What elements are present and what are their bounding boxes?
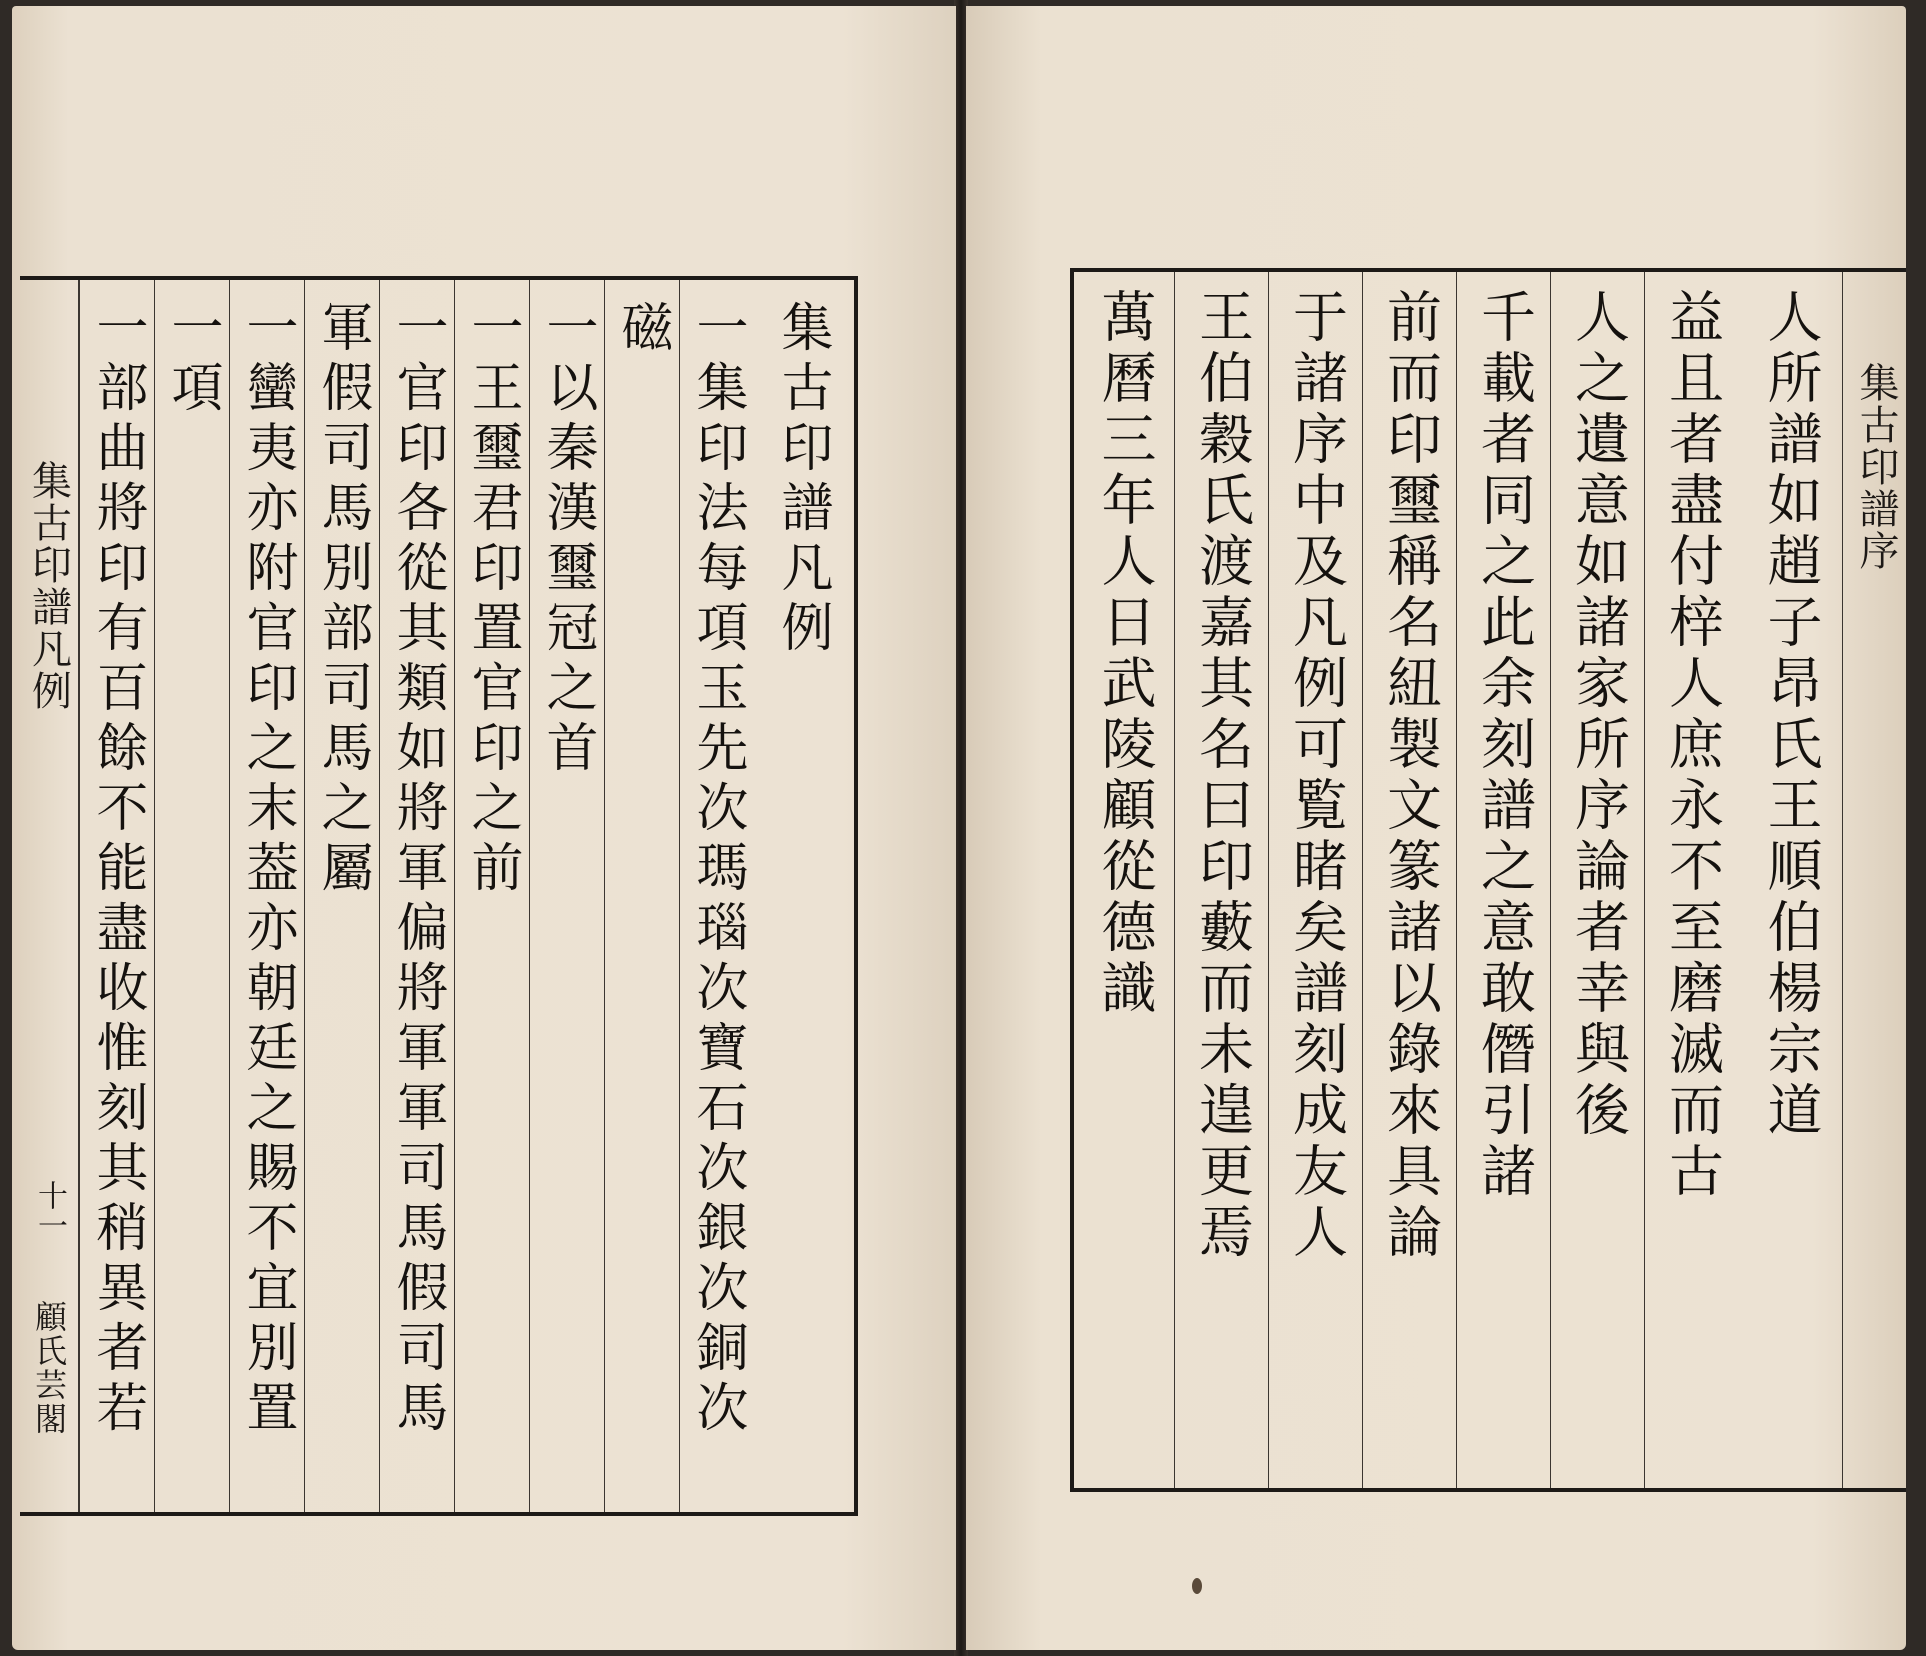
text-column — [1738, 272, 1842, 1488]
right-banxin — [1842, 272, 1910, 1488]
text-column — [79, 280, 154, 1512]
column-text: 一官印各從其類如將軍偏將軍軍司馬假司馬 — [387, 300, 447, 1440]
banxin-folio: 十一 — [32, 1180, 67, 1240]
column-text: 萬曆三年人日武陵顧從德識 — [1092, 288, 1157, 1020]
text-column — [679, 280, 754, 1512]
column-text: 千載者同之此余刻譜之意敢僭引諸 — [1472, 288, 1536, 1203]
text-column — [304, 280, 379, 1512]
text-column — [1174, 272, 1268, 1488]
column-text: 人所譜如趙子昂氏王順伯楊宗道 — [1758, 288, 1823, 1142]
text-column — [604, 280, 679, 1512]
column-text: 一部曲將印有百餘不能盡收惟刻其稍異者若 — [87, 300, 147, 1440]
left-text-frame — [20, 276, 858, 1516]
column-text: 前而印璽稱名紐製文篆諸以錄來具論 — [1378, 288, 1442, 1264]
left-banxin — [20, 280, 79, 1512]
column-text: 一蠻夷亦附官印之末葢亦朝廷之賜不宜別置 — [237, 300, 297, 1440]
text-column — [1644, 272, 1738, 1488]
text-column — [229, 280, 304, 1512]
text-column — [529, 280, 604, 1512]
text-column — [154, 280, 229, 1512]
text-column — [1074, 272, 1174, 1488]
text-column — [1268, 272, 1362, 1488]
banxin-publisher: 顧氏芸閣 — [30, 1300, 68, 1436]
text-column — [1362, 272, 1456, 1488]
left-page — [12, 6, 956, 1650]
text-column — [454, 280, 529, 1512]
column-text: 益且者盡付梓人庶永不至磨滅而古 — [1660, 288, 1724, 1203]
column-text: 磁 — [612, 300, 672, 360]
column-text: 一王璽君印置官印之前 — [462, 300, 522, 900]
text-column — [379, 280, 454, 1512]
column-text: 王伯穀氏渡嘉其名曰印藪而未遑更焉 — [1190, 288, 1254, 1264]
text-column — [1456, 272, 1550, 1488]
text-column — [1550, 272, 1644, 1488]
column-text: 人之遺意如諸家所序論者幸與後 — [1566, 288, 1630, 1142]
paper-stain — [1192, 1578, 1202, 1594]
column-text: 集古印譜凡例 — [772, 300, 832, 660]
banxin-title: 集古印譜凡例 — [25, 460, 72, 712]
right-text-frame — [1070, 268, 1906, 1492]
right-page — [966, 6, 1906, 1650]
banxin-title: 集古印譜序 — [1853, 362, 1899, 572]
column-text: 一以秦漢璽冠之首 — [537, 300, 597, 780]
text-column — [754, 280, 850, 1512]
column-text: 軍假司馬別部司馬之屬 — [312, 300, 372, 900]
column-text: 一項 — [162, 300, 222, 420]
column-text: 一集印法每項玉先次瑪瑙次寶石次銀次銅次 — [687, 300, 747, 1440]
column-text: 于諸序中及凡例可覧睹矣譜刻成友人 — [1284, 288, 1348, 1264]
